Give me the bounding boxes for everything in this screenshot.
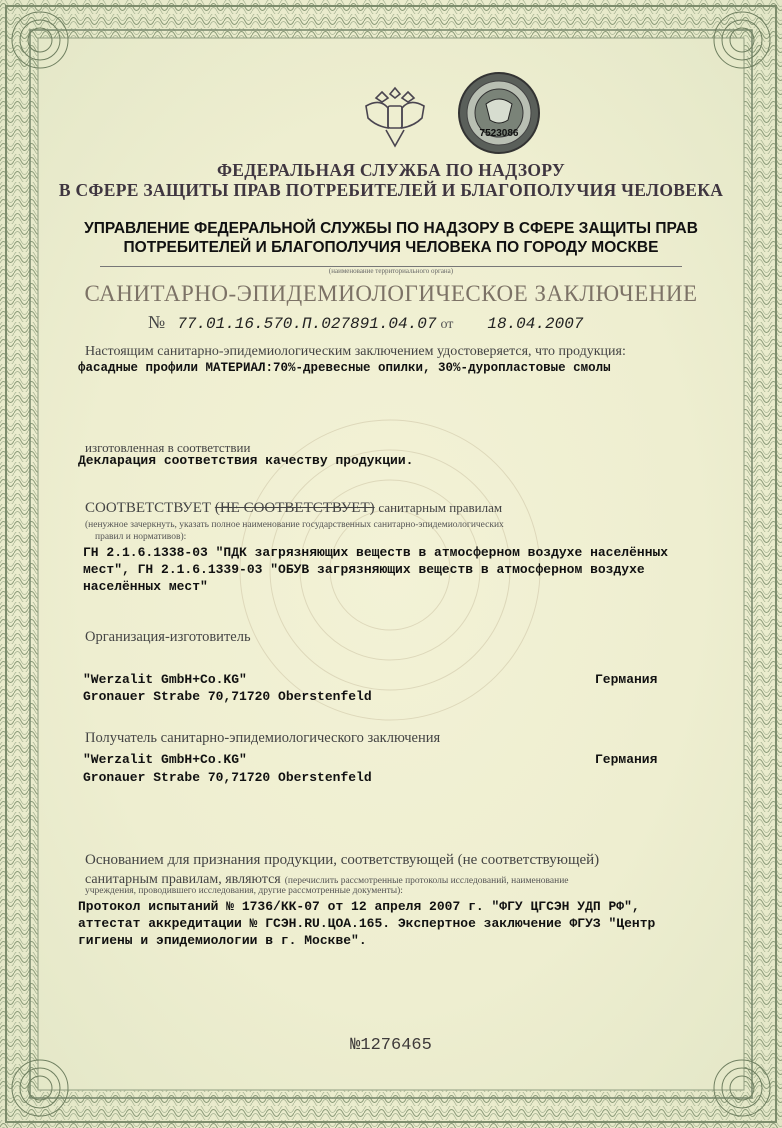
product-value: фасадные профили МАТЕРИАЛ:70%-древесные опилки, 30%-дуропластовые смолы [78,361,611,375]
certificate-number-row [148,312,583,333]
recipient-label: Получатель санитарно-эпидемиологического заключения [85,730,441,746]
certificate-date: 18.04.2007 [487,315,584,333]
compliance-rest: санитарным правилам [378,500,503,515]
agency-name-line1: ФЕДЕРАЛЬНАЯ СЛУЖБА ПО НАДЗОРУ [216,160,566,180]
manufacturer-label: Организация-изготовитель [85,629,251,645]
rules-line2: мест", ГН 2.1.6.1339-03 "ОБУВ загрязняющих веществ в атмосферном воздухе [83,562,645,577]
blank-serial-number: №1276465 [350,1036,432,1055]
basis-text-line3: гигиены и эпидемиологии в г. Москве". [78,933,367,948]
rules-line3: населённых мест" [83,579,208,594]
compliance-yes: СООТВЕТСТВУЕТ [85,500,212,516]
from-label: от [440,317,454,332]
compliance-no: (НЕ СООТВЕТСТВУЕТ) [214,500,375,516]
manufacturer-name: "Werzalit GmbH+Co.KG" [83,672,247,687]
department-caption: (наименование территориального органа) [328,267,454,275]
recipient-address: Gronauer Strabe 70,71720 Oberstenfeld [83,770,372,785]
basis-line2-main: санитарным правилам, являются [85,872,281,887]
manufacturer-address: Gronauer Strabe 70,71720 Oberstenfeld [83,689,372,704]
basis-text-line1: Протокол испытаний № 1736/КК-07 от 12 апреля 2007 г. "ФГУ ЦГСЭН УДП РФ", [78,899,640,914]
basis-text-line2: аттестат аккредитации № ГСЭН.RU.ЦОА.165. Экспертное заключение ФГУЗ "Центр [78,916,656,931]
compliance-note-line1: (ненужное зачеркнуть, указать полное наименование государственных санитарно-эпидемиологических [85,520,504,530]
document-title: САНИТАРНО-ЭПИДЕМИОЛОГИЧЕСКОЕ ЗАКЛЮЧЕНИЕ [84,281,698,306]
manufactured-label: изготовленная в соответствии [85,440,251,455]
rules-line1: ГН 2.1.6.1338-03 "ПДК загрязняющих веществ в атмосферном воздухе населённых [83,545,669,560]
certificate-number: 77.01.16.570.П.027891.04.07 [177,315,437,333]
compliance-row [85,500,502,517]
recipient-name: "Werzalit GmbH+Co.KG" [83,752,247,767]
compliance-note-line2: правил и нормативов): [95,532,187,542]
manufacturer-country: Германия [595,672,658,687]
coat-of-arms-icon [358,80,432,152]
manufactured-value: Декларация соответствия качеству продукции. [78,453,414,468]
number-sign: № [148,312,166,332]
hologram-seal-icon [456,70,542,156]
basis-line2-note: (перечислить рассмотренные протоколы исследований, наименование [284,876,569,886]
basis-line1: Основанием для признания продукции, соответствующей (не соответствующей) [85,852,600,868]
agency-name-line2: В СФЕРЕ ЗАЩИТЫ ПРАВ ПОТРЕБИТЕЛЕЙ И БЛАГОПОЛУЧИЯ ЧЕЛОВЕКА [58,180,724,200]
hologram-number: 7523086 [479,128,519,139]
basis-note-line2: учреждения, проводившего исследования, другие рассмотренные документы): [85,886,403,896]
department-name-line2: ПОТРЕБИТЕЛЕЙ И БЛАГОПОЛУЧИЯ ЧЕЛОВЕКА ПО ГОРОДУ МОСКВЕ [123,239,659,256]
recipient-country: Германия [595,752,658,767]
department-name-line1: УПРАВЛЕНИЕ ФЕДЕРАЛЬНОЙ СЛУЖБЫ ПО НАДЗОРУ В СФЕРЕ ЗАЩИТЫ ПРАВ [84,220,698,237]
product-intro: Настоящим санитарно-эпидемиологическим заключением удостоверяется, что продукция: [85,344,626,359]
